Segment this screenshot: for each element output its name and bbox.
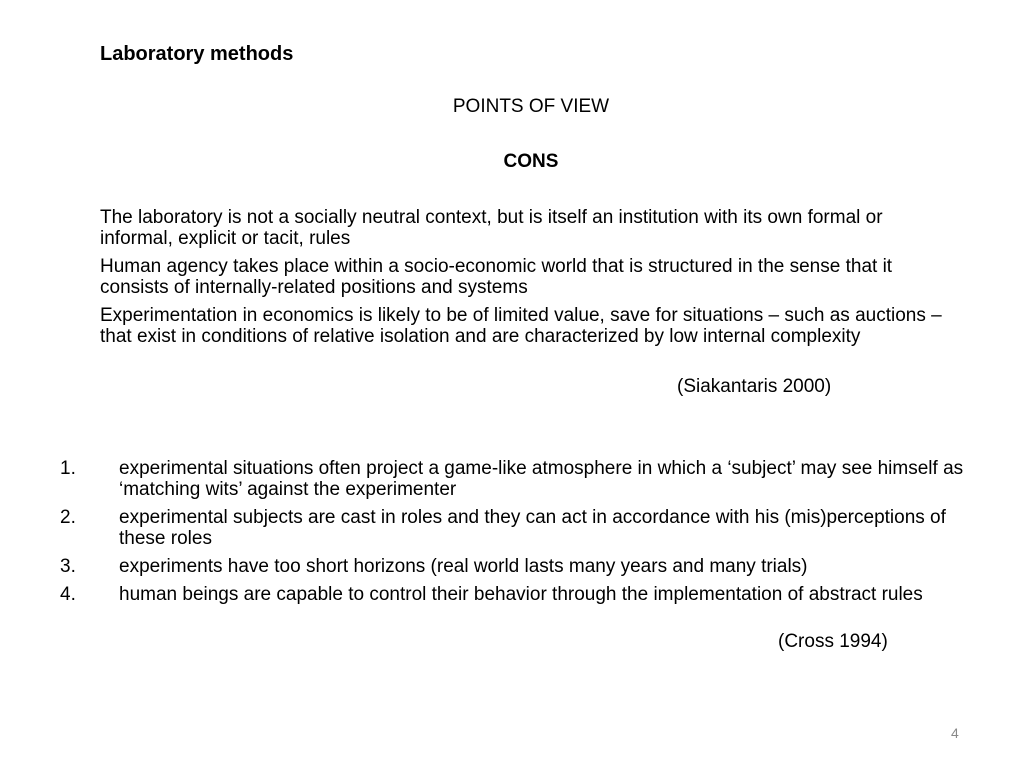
section-title-cons: CONS bbox=[503, 151, 559, 172]
list-item-text: experiments have too short horizons (real world lasts many years and many trials) bbox=[119, 556, 808, 577]
cons-paragraph: The laboratory is not a socially neutral context, but is itself an institution with its own formal or informal, explicit or tacit, rules bbox=[100, 207, 883, 249]
list-item-text: experimental situations often project a game-like atmosphere in which a ‘subject’ may see himself as ‘matching wits’ against the experimenter bbox=[119, 458, 964, 500]
citation-cross: (Cross 1994) bbox=[778, 631, 888, 652]
cons-paragraph: Experimentation in economics is likely to be of limited value, save for situations – such as auctions – that exist in conditions of relative isolation and are characterized by low internal complexity bbox=[100, 305, 942, 347]
cons-paragraph: Human agency takes place within a socio-economic world that is structured in the sense that it consists of internally-related positions and systems bbox=[100, 256, 893, 298]
list-item-number: 4. bbox=[60, 584, 76, 605]
list-item-number: 3. bbox=[60, 556, 76, 577]
list-item-text: experimental subjects are cast in roles and they can act in accordance with his (mis)perceptions of these roles bbox=[119, 507, 946, 549]
list-item-number: 1. bbox=[60, 458, 76, 479]
list-item-number: 2. bbox=[60, 507, 76, 528]
slide-heading: Laboratory methods bbox=[100, 43, 294, 65]
page-number: 4 bbox=[951, 725, 959, 741]
list-item-text: human beings are capable to control their behavior through the implementation of abstract rules bbox=[119, 584, 923, 605]
citation-siakantaris: (Siakantaris 2000) bbox=[677, 376, 832, 397]
slide-subtitle: POINTS OF VIEW bbox=[452, 96, 610, 117]
